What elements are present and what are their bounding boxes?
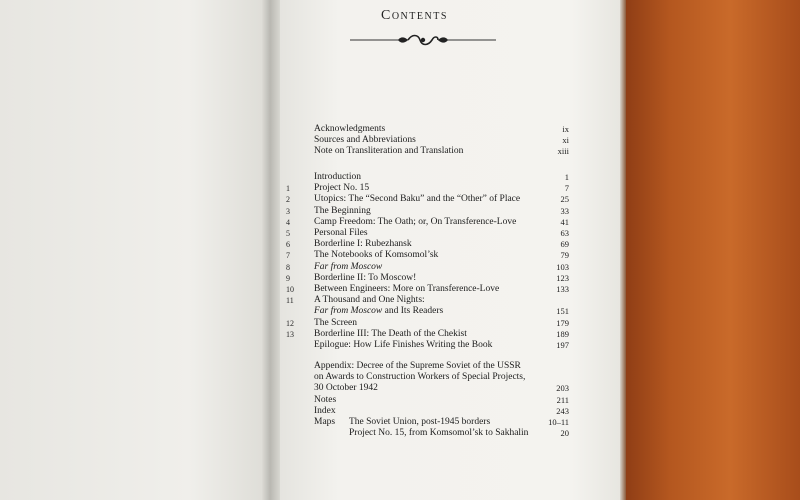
toc-entry: [0, 262, 800, 273]
chapter-number: 1: [286, 184, 290, 194]
toc-entry: [0, 284, 800, 295]
entry-title: 30 October 1942: [314, 383, 378, 394]
entry-title: Index: [314, 405, 336, 416]
page-number: 69: [560, 239, 569, 250]
chapter-number: 10: [286, 285, 294, 294]
chapter-number: 13: [286, 329, 294, 339]
entry-title: Project No. 15, from Komsomol’sk to Sakhalin: [349, 428, 529, 439]
entry-title: The Soviet Union, post-1945 borders: [349, 417, 491, 427]
entry-title: The Notebooks of Komsomol’sk: [314, 250, 439, 261]
toc-entry: [0, 395, 800, 406]
toc-entry: [0, 273, 800, 284]
entry-title: Introduction: [314, 172, 361, 182]
toc-entry: [0, 217, 800, 228]
chapter-number: 4: [286, 217, 290, 227]
toc-entry: [0, 340, 800, 351]
toc-entry: [0, 172, 800, 183]
toc-entry: [0, 306, 800, 317]
toc-entry: [0, 239, 800, 250]
page-number: 189: [556, 328, 569, 339]
entry-title: Utopics: The “Second Baku” and the “Other” of Place: [314, 194, 521, 205]
entry-title: Far from Moscow and Its Readers: [314, 306, 444, 317]
entry-title: Appendix: Decree of the Supreme Soviet of the USSR: [314, 361, 521, 371]
page-number: 79: [560, 250, 569, 261]
toc-entry: [0, 372, 800, 383]
entry-title: Borderline III: The Death of the Chekist: [314, 328, 467, 339]
page-number: 243: [556, 405, 569, 416]
entry-title: Borderline II: To Moscow!: [314, 272, 417, 283]
entry-title: Notes: [314, 394, 337, 405]
entry-title: Borderline I: Rubezhansk: [314, 239, 412, 250]
page-number: 25: [560, 194, 569, 205]
entry-title: A Thousand and One Nights:: [314, 295, 425, 306]
page-number: 211: [556, 394, 569, 405]
entry-title: The Screen: [314, 317, 357, 328]
entry-title: [314, 262, 382, 273]
page-number: xi: [562, 135, 569, 146]
chapter-number: 6: [286, 240, 290, 250]
toc-entry: [0, 329, 800, 340]
entry-title: Personal Files: [314, 228, 368, 238]
toc-entry: [0, 124, 800, 135]
toc-entry: [0, 428, 800, 439]
entry-title: Acknowledgments: [314, 124, 386, 134]
chapter-number: 7: [286, 251, 290, 261]
page-number: 20: [560, 428, 569, 439]
page-number: 203: [556, 383, 569, 394]
page-number: 123: [556, 272, 569, 283]
chapter-number: 5: [286, 229, 290, 238]
contents-heading: Contents: [381, 8, 448, 23]
toc-entry: [0, 206, 800, 217]
page-number: 179: [556, 317, 569, 328]
entry-title: Between Engineers: More on Transference-Love: [314, 284, 500, 294]
entry-title: Maps: [314, 417, 336, 427]
page-number: 7: [564, 183, 569, 194]
page-number: 1: [564, 172, 569, 182]
page-number: 103: [556, 261, 569, 272]
italic-title: Far from Moscow: [314, 306, 383, 317]
entry-title: on Awards to Construction Workers of Special Projects,: [314, 372, 526, 383]
page-number: 197: [556, 340, 569, 350]
page-number: ix: [562, 124, 569, 134]
page-number: 133: [556, 284, 569, 294]
toc-entry: [0, 417, 800, 428]
entry-title: Camp Freedom: The Oath; or, On Transference-Love: [314, 216, 517, 227]
toc-entry: [0, 228, 800, 239]
page-number: 41: [560, 216, 569, 227]
page-number: 151: [556, 306, 569, 317]
toc-entry: [0, 194, 800, 205]
toc-entry: [0, 295, 800, 306]
toc-entry: [0, 406, 800, 417]
page-number: 33: [560, 205, 569, 216]
toc-entry: [0, 250, 800, 261]
entry-title: Note on Transliteration and Translation: [314, 146, 464, 157]
toc-entry: [0, 135, 800, 146]
toc-entry: [0, 383, 800, 394]
entry-title: Project No. 15: [314, 183, 370, 194]
entry-title: The Beginning: [314, 205, 371, 216]
chapter-number: 9: [286, 273, 290, 283]
page-number: 10–11: [548, 417, 569, 427]
page-number: xiii: [557, 146, 569, 157]
chapter-number: 3: [286, 206, 290, 216]
page-number: 63: [560, 228, 569, 238]
toc-entry: [0, 146, 800, 157]
chapter-number: 12: [286, 318, 294, 328]
toc-entry: [0, 183, 800, 194]
entry-title: Epilogue: How Life Finishes Writing the Book: [314, 340, 493, 350]
entry-title: Sources and Abbreviations: [314, 135, 416, 146]
chapter-number: 2: [286, 195, 290, 205]
toc-entry: [0, 361, 800, 372]
toc-entry: [0, 318, 800, 329]
italic-title: Far from Moscow: [314, 261, 383, 272]
chapter-number: 11: [286, 296, 294, 306]
chapter-number: 8: [286, 262, 290, 272]
